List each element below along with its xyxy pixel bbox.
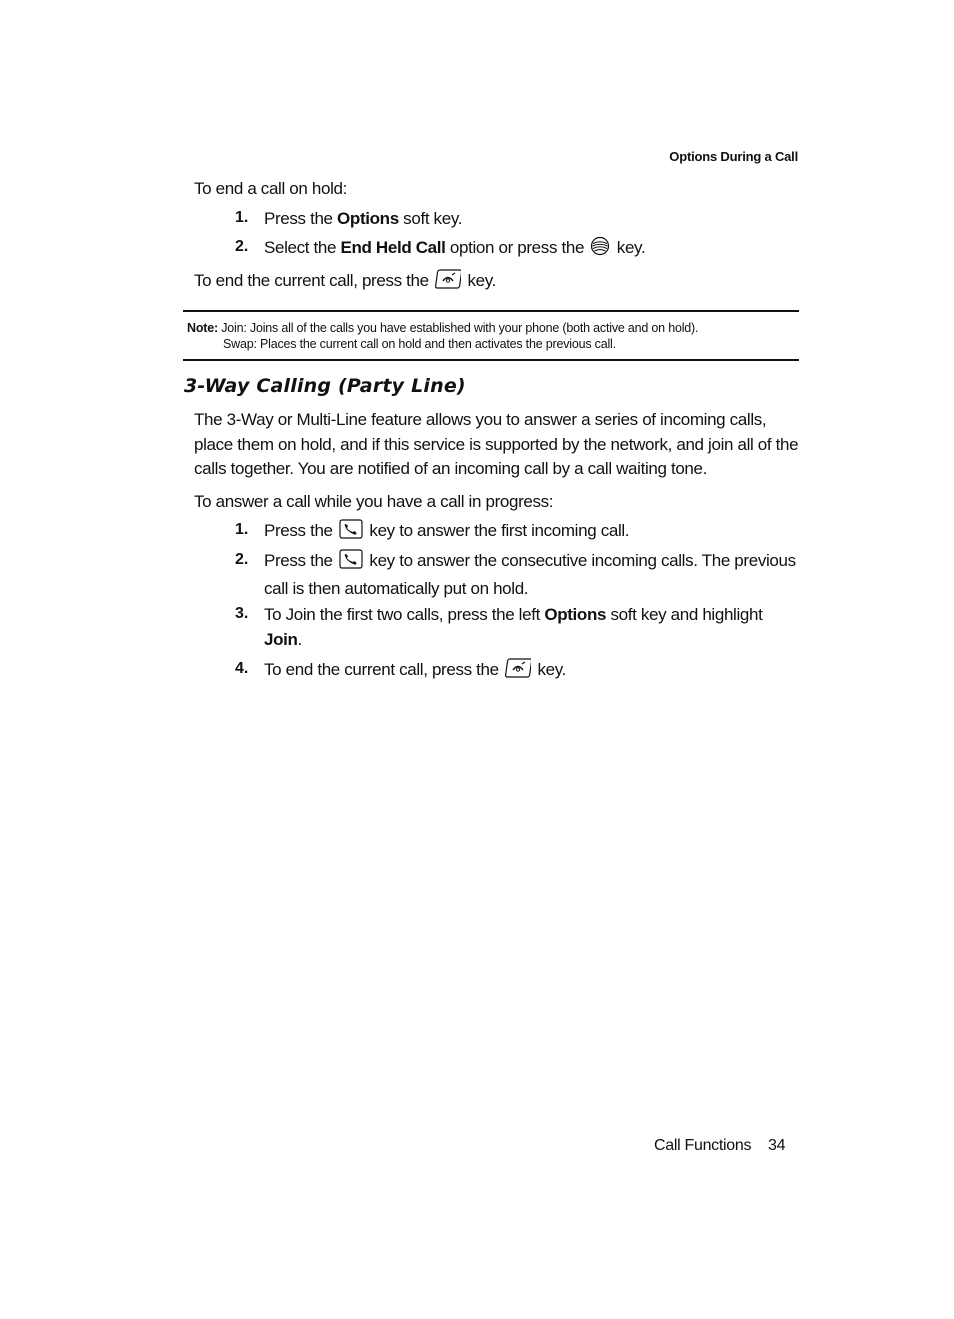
answer-step-4: To end the current call, press the key. xyxy=(264,658,566,686)
end-current-line: To end the current call, press the key. xyxy=(194,269,496,297)
step-number: 2. xyxy=(235,238,249,255)
intro-paragraph: The 3-Way or Multi-Line feature allows you to answer a series of incoming calls, place them on hold, and if this service is supported by the network, and join all of the calls together. You are notified of an incoming call by a call waiting tone. xyxy=(194,410,799,478)
end-hold-intro: To end a call on hold: xyxy=(194,179,347,198)
end-hold-step-1: Press the Options soft key. xyxy=(264,209,463,228)
end-key-icon xyxy=(435,269,461,297)
ok-menu-key-icon xyxy=(590,236,610,264)
footer-section-name: Call Functions xyxy=(654,1137,752,1154)
note-swap-text: Swap: Places the current call on hold and then activates the previous call. xyxy=(223,337,616,351)
note-top-rule xyxy=(183,310,799,312)
answer-step-1: Press the key to answer the first incoming call. xyxy=(264,519,629,547)
step-number: 1. xyxy=(235,209,249,226)
running-header: Options During a Call xyxy=(669,149,798,164)
send-key-icon xyxy=(339,519,363,547)
step-number: 2. xyxy=(235,551,249,568)
step-number: 1. xyxy=(235,521,249,538)
answer-intro: To answer a call while you have a call in progress: xyxy=(194,492,554,511)
step-number: 4. xyxy=(235,660,249,677)
page-number: 34 xyxy=(768,1137,786,1154)
answer-step-2: Press the key to answer the consecutive incoming calls. The previous call is then automatically put on hold. xyxy=(264,551,796,598)
send-key-icon xyxy=(339,549,363,577)
section-heading: 3-Way Calling (Party Line) xyxy=(184,375,466,397)
step-number: 3. xyxy=(235,605,249,622)
note-label: Note: xyxy=(187,321,218,335)
answer-step-3: To Join the first two calls, press the left Options soft key and highlight Join. xyxy=(264,605,763,649)
note-join-text: Join: Joins all of the calls you have established with your phone (both active and on hold). xyxy=(221,321,699,335)
end-hold-step-2: Select the End Held Call option or press the key. xyxy=(264,236,645,264)
note-block xyxy=(187,320,698,352)
end-key-icon xyxy=(505,658,531,686)
note-bottom-rule xyxy=(183,359,799,361)
